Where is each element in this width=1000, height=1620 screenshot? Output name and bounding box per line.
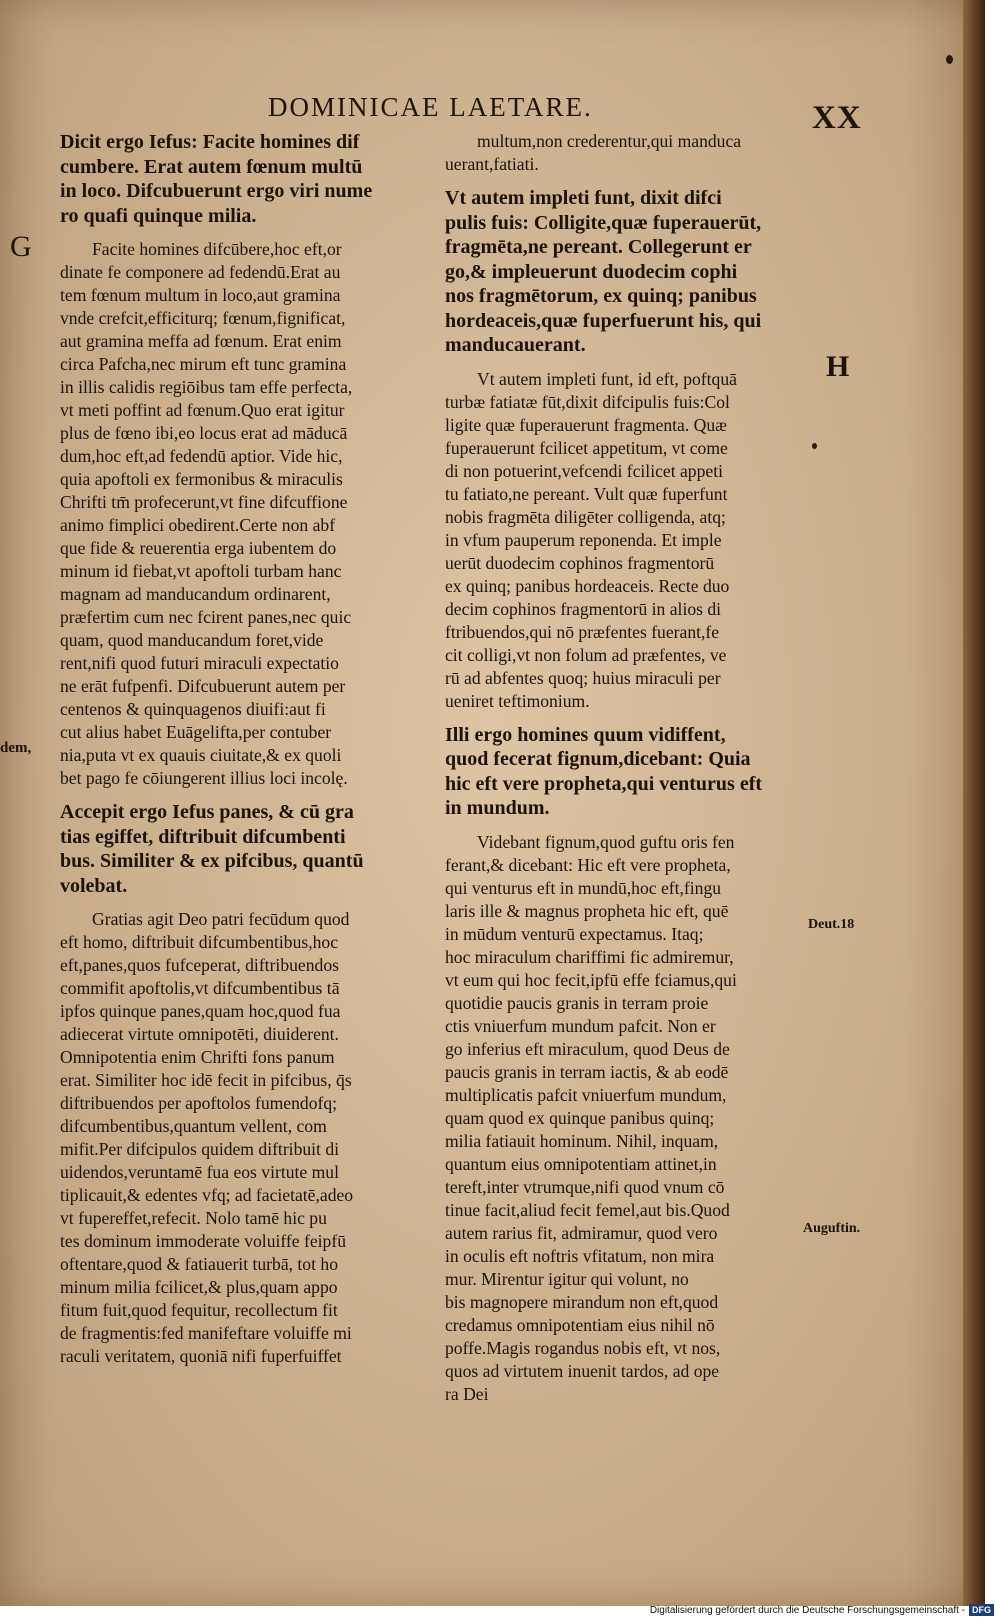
page-edge-shadow — [963, 0, 985, 1606]
text-line: vt meti poffint ad fœnum.Quo erat igitur — [60, 400, 345, 420]
text-line: adiecerat virtute omnipotēti, diuiderent. — [60, 1024, 339, 1044]
text-line: plus de fœno ibi,eo locus erat ad māducā — [60, 423, 348, 443]
text-line: Vt autem impleti funt, id eft, poftquā — [477, 368, 737, 389]
text-line: præfertim cum nec fcirent panes,nec quic — [60, 607, 352, 627]
paper-spot — [812, 443, 817, 449]
gospel-lemma — [445, 186, 797, 358]
commentary-paragraph — [60, 238, 415, 790]
text-line: ftribuendos,qui nō præfentes fuerant,fe — [445, 621, 720, 642]
text-line: dum,hoc eft,ad fedendū aptior. Vide hic, — [60, 446, 343, 466]
text-line: erat. Similiter hoc idē fecit in pifcibus, q̄s — [60, 1070, 352, 1090]
text-line: autem rarius fit, admiramur, quod vero — [445, 1222, 718, 1243]
text-line: Gratias agit Deo patri fecūdum quod — [92, 909, 350, 929]
text-line: tias egiffet, diftribuit difcumbenti — [60, 825, 346, 848]
text-line: Facite homines difcūbere,hoc eft,or — [92, 239, 342, 259]
text-line: tu fatiato,ne pereant. Vult quæ fuperfunt — [445, 483, 728, 504]
folio-number: XX — [812, 100, 862, 136]
text-line: difcumbentibus,quantum vellent, com — [60, 1116, 327, 1136]
text-line: in mūdum venturū expectamus. Itaq; — [445, 923, 704, 944]
running-title: DOMINICAE LAETARE. — [268, 92, 593, 122]
text-line: di non potuerint,vefcendi fcilicet appeti — [445, 460, 723, 481]
text-line: quos ad virtutem inuenit tardos, ad ope — [445, 1360, 720, 1381]
text-line: uerant,fatiati. — [445, 154, 539, 174]
text-line: poffe.Magis rogandus nobis eft, vt nos, — [445, 1337, 721, 1358]
text-line: circa Pafcha,nec mirum eft tunc gramina — [60, 354, 347, 374]
text-line: Accepit ergo Iefus panes, & cū gra — [60, 801, 354, 823]
text-line: aut gramina meffa ad fœnum. Erat enim — [60, 331, 342, 351]
text-line: vt fupereffet,refecit. Nolo tamē hic pu — [60, 1208, 327, 1228]
text-line: tes dominum immoderate voluiffe feipfū — [60, 1231, 346, 1251]
text-line: Illi ergo homines quum vidiffent, — [445, 723, 726, 746]
text-line: minum milia fcilicet,& plus,quam appo — [60, 1277, 338, 1297]
text-line: uerūt duodecim cophinos fragmentorū — [445, 552, 715, 573]
text-line: ueniret teftimonium. — [445, 690, 590, 711]
text-line: uidendos,veruntamē fua eos virtute mul — [60, 1162, 339, 1182]
text-line: qui venturus eft in mundū,hoc eft,fingu — [445, 877, 722, 898]
text-line: fitum fuit,quod fequitur, recollectum fit — [60, 1300, 338, 1320]
gospel-lemma — [60, 800, 415, 898]
text-line: cit colligi,vt non folum ad præfentes, ve — [445, 644, 727, 665]
text-line: in illis calidis regiōibus tam effe perfecta, — [60, 377, 353, 397]
text-line: eft homo, diftribuit difcumbentibus,hoc — [60, 932, 339, 952]
gospel-lemma — [60, 130, 415, 228]
text-line: mifit.Per difcipulos quidem diftribuit di — [60, 1139, 340, 1159]
text-line: ipfos quinque panes,quam hoc,quod fua — [60, 1001, 341, 1021]
text-line: vnde crefcit,efficiturq; fœnum,fignificat, — [60, 308, 346, 328]
text-line: mur. Mirentur igitur qui volunt, no — [445, 1268, 689, 1289]
text-line: Vt autem impleti funt, dixit difci — [445, 187, 722, 209]
text-line: laris ille & magnus propheta hic eft, quē — [445, 900, 729, 921]
text-line: oftentare,quod & fatiauerit turbā, tot ho — [60, 1254, 338, 1274]
text-line: raculi veritatem, quoniā nifi fuperfuiffet — [60, 1346, 342, 1366]
commentary-paragraph — [445, 368, 797, 713]
commentary-paragraph — [445, 130, 797, 176]
text-line: in oculis eft noftris vfitatum, non mira — [445, 1245, 715, 1266]
text-line: tinue facit,aliud fecit femel,aut bis.Quod — [445, 1199, 730, 1220]
text-line: ctis vniuerfum mundum pafcit. Non er — [445, 1015, 716, 1036]
text-line: quod fecerat fignum,dicebant: Quia — [445, 748, 751, 770]
text-line: commifit apoftolis,vt difcumbentibus tā — [60, 978, 340, 998]
text-line: cumbere. Erat autem fœnum multū — [60, 155, 363, 178]
text-line: hic eft vere propheta,qui venturus eft — [445, 772, 763, 795]
text-line: ferant,& dicebant: Hic eft vere propheta, — [445, 854, 731, 875]
margin-letter-g: G — [10, 230, 32, 263]
text-line: quantum eius omnipotentiam attinet,in — [445, 1153, 717, 1174]
text-line: fuperauerunt fcilicet appetitum, vt come — [445, 437, 728, 458]
text-line: credamus omnipotentiam eius nihil nō — [445, 1314, 715, 1335]
text-line: tiplicauit,& edentes vfq; ad facietatē,adeo — [60, 1185, 354, 1205]
text-line: tem fœnum multum in loco,aut gramina — [60, 285, 341, 305]
text-line: hoc miraculum chariffimi fic admiremur, — [445, 946, 734, 967]
commentary-paragraph — [445, 831, 797, 1406]
text-line: bet pago fe cōiungerent illius loci incolę. — [60, 768, 348, 788]
text-line: ligite quæ fuperauerunt fragmenta. Quæ — [445, 414, 727, 435]
right-text-column — [445, 130, 797, 1416]
text-line: centenos & quinquagenos diuifi:aut fi — [60, 699, 326, 719]
margin-note-dem: dem, — [0, 740, 32, 756]
text-line: dinate fe componere ad fedendū.Erat au — [60, 262, 341, 282]
text-line: cut alius habet Euāgelifta,per contuber — [60, 722, 332, 742]
text-line: vt eum qui hoc fecit,ipfū effe fciamus,qui — [445, 969, 737, 990]
text-line: Videbant fignum,quod guftu oris fen — [477, 831, 735, 852]
text-line: bis magnopere mirandum non eft,quod — [445, 1291, 719, 1312]
text-line: decim cophinos fragmentorū in alios di — [445, 598, 722, 619]
text-line: bus. Similiter & ex pifcibus, quantū — [60, 850, 364, 872]
gospel-lemma — [445, 723, 797, 821]
commentary-paragraph — [60, 908, 415, 1368]
text-line: go,& impleuerunt duodecim cophi — [445, 260, 738, 283]
text-line: manducauerant. — [445, 334, 586, 356]
text-line: ro quafi quinque milia. — [60, 204, 257, 227]
text-line: in loco. Difcubuerunt ergo viri nume — [60, 180, 373, 202]
text-line: volebat. — [60, 874, 128, 897]
text-line: eft,panes,quos fufceperat, diftribuendos — [60, 955, 339, 975]
text-line: milia fatiauit hominum. Nihil, inquam, — [445, 1130, 719, 1151]
text-line: Dicit ergo Iefus: Facite homines dif — [60, 131, 360, 153]
text-line: hordeaceis,quæ fuperfuerunt his, qui — [445, 309, 762, 332]
text-line: in vfum pauperum reponenda. Et imple — [445, 529, 722, 550]
text-line: ra Dei — [445, 1383, 489, 1404]
text-line: nos fragmētorum, ex quinq; panibus — [445, 285, 757, 307]
text-line: Omnipotentia enim Chrifti fons panum — [60, 1047, 335, 1067]
paper-spot — [946, 55, 953, 64]
text-line: quam, quod manducandum foret,vide — [60, 630, 324, 650]
margin-note-augustin: Auguftin. — [803, 1221, 861, 1236]
credit-text: Digitalisierung gefördert durch die Deutsche Forschungsgemeinschaft - — [649, 1604, 965, 1616]
text-line: animo fimplici obedirent.Certe non abf — [60, 515, 336, 535]
text-line: paucis granis in terram iactis, & ab eodē — [445, 1061, 729, 1082]
dfg-logo: DFG — [969, 1604, 994, 1616]
text-line: go inferius eft miraculum, quod Deus de — [445, 1038, 730, 1059]
text-line: fragmēta,ne pereant. Collegerunt er — [445, 236, 752, 258]
left-text-column — [60, 130, 415, 1378]
text-line: turbæ fatiatæ fūt,dixit difcipulis fuis:Col — [445, 391, 730, 412]
text-line: ex quinq; panibus hordeaceis. Recte duo — [445, 575, 730, 596]
text-line: que fide & reuerentia erga iubentem do — [60, 538, 337, 558]
text-line: minum id fiebat,vt apoftoli turbam hanc — [60, 561, 342, 581]
text-line: ne erāt fufpenfi. Difcubuerunt autem per — [60, 676, 346, 696]
text-line: magnam ad manducandum ordinarent, — [60, 584, 331, 604]
text-line: de fragmentis:fed manifeftare voluiffe mi — [60, 1323, 352, 1343]
text-line: rū ad abfentes quoq; huius miraculi per — [445, 667, 721, 688]
text-line: pulis fuis: Colligite,quæ fuperauerūt, — [445, 211, 762, 234]
margin-note-deut: Deut.18 — [808, 917, 855, 932]
text-line: tereft,inter vtrumque,nifi quod vnum cō — [445, 1176, 725, 1197]
digitization-credit — [650, 1604, 994, 1616]
text-line: rent,nifi quod futuri miraculi expectatio — [60, 653, 339, 673]
text-line: Chrifti tm̄ profecerunt,vt fine difcuffione — [60, 492, 348, 512]
text-line: nobis fragmēta diligēter colligenda, atq; — [445, 506, 726, 527]
text-line: quam quod ex quinque panibus quinq; — [445, 1107, 715, 1128]
text-line: quotidie paucis granis in terram proie — [445, 992, 709, 1013]
text-line: multiplicatis pafcit vniuerfum mundum, — [445, 1084, 727, 1105]
text-line: diftribuendos per apoftolos fumendofq; — [60, 1093, 338, 1113]
text-line: nia,puta vt ex quauis ciuitate,& ex quoli — [60, 745, 342, 765]
text-line: in mundum. — [445, 797, 550, 819]
text-line: quia apoftoli ex fermonibus & miraculis — [60, 469, 343, 489]
text-line: multum,non crederentur,qui manduca — [477, 131, 742, 151]
margin-letter-h: H — [826, 350, 850, 383]
